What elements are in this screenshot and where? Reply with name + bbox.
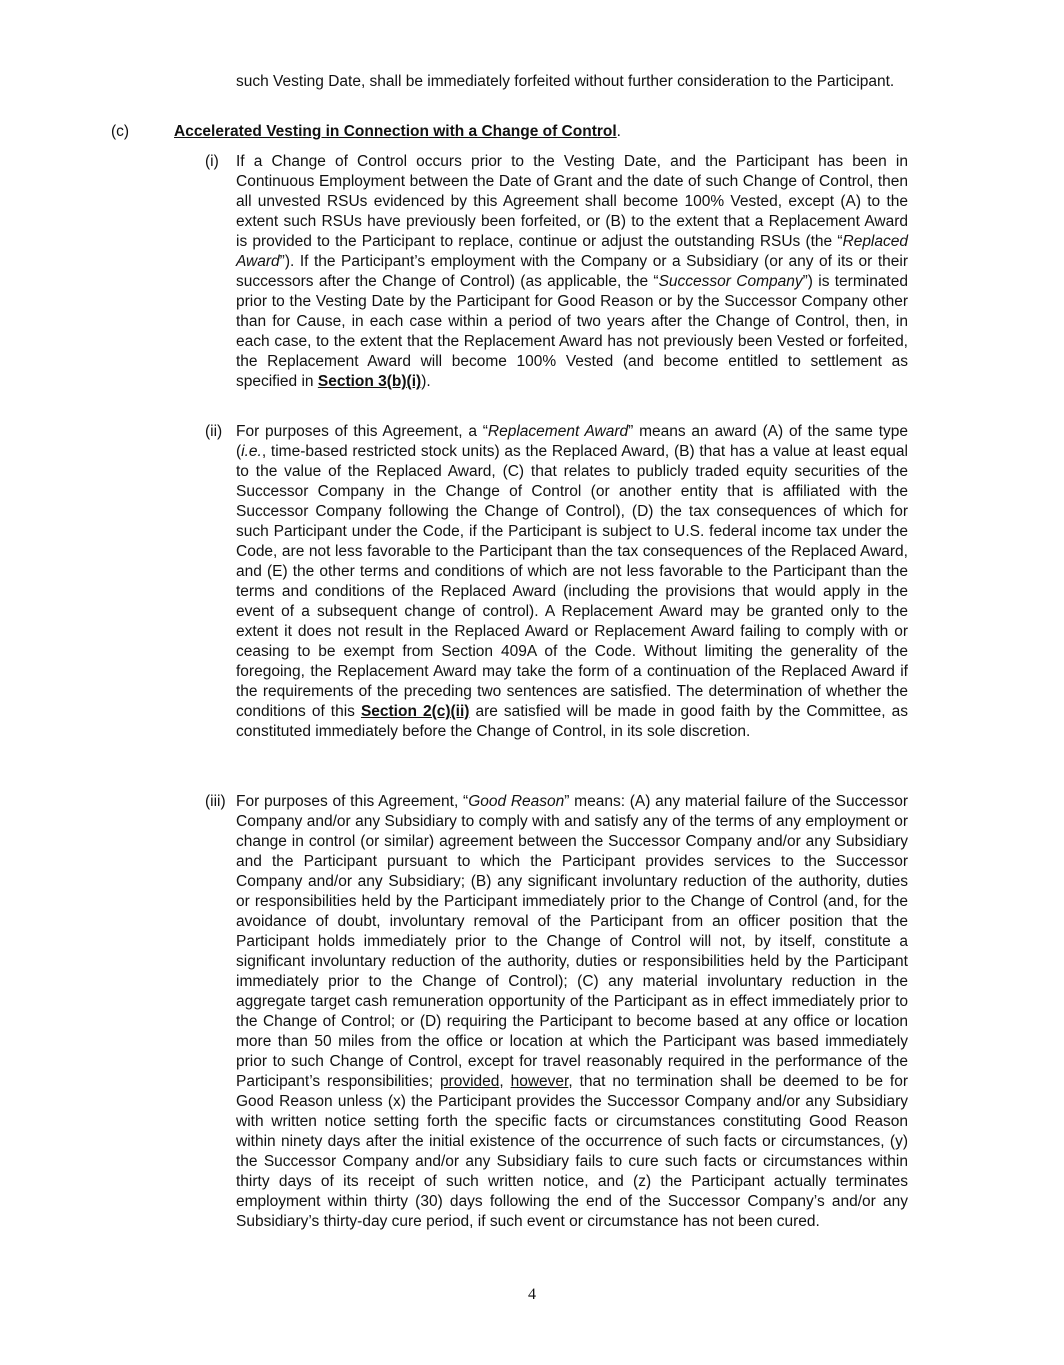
cross-reference-section-3bi: Section 3(b)(i) [317, 373, 422, 390]
cross-reference-section-2cii: Section 2(c)(ii) [360, 703, 470, 720]
ie-abbreviation: i.e. [241, 443, 262, 460]
section-c-heading-line: Accelerated Vesting in Connection with a Change of Control. [174, 123, 621, 140]
defined-term-good-reason: Good Reason [468, 793, 565, 810]
item-iii-marker: (iii) [205, 793, 226, 810]
defined-term-replacement-award: Replacement Award [487, 423, 629, 440]
item-ii-paragraph: For purposes of this Agreement, a “Replacement Award” means an award (A) of the same type (i.e., time-based restricted stock units) as the Replaced Award, (B) that has a value at least equal to the value of the Replaced Award, (C) that relates to publicly traded equity securities of the Successor Company in the Change of Control (or another entity that is affiliated with the Successor Company following the Change of Control), (D) the tax consequences of which for such Participant under the Code, if the Participant is subject to U.S. federal income tax under the Code, are not less favorable to the Participant than the tax consequences of the Replaced Award, and (E) the other terms and conditions of which are not less favorable to the Participant than the terms and conditions of the Replaced Award (including the provisions that would apply in the event of a subsequent change of control). A Replacement Award may be granted only to the extent it does not result in the Replaced Award or Replacement Award failing to comply with or ceasing to be exempt from Section 409A of the Code. Without limiting the generality of the foregoing, the Replacement Award may take the form of a continuation of the Replaced Award if the requirements of the preceding two sentences are satisfied. The determination of whether the conditions of this Section 2(c)(ii) are satisfied will be made in good faith by the Committee, as constituted immediately before the Change of Control, in its sole discretion. [236, 423, 909, 740]
page-number: 4 [528, 1286, 536, 1303]
item-iii-paragraph: For purposes of this Agreement, “Good Reason” means: (A) any material failure of the Successor Company and/or any Subsidiary to comply with and satisfy any of the terms of any employment or change in control (or similar) agreement between the Successor Company and/or any Subsidiary and the Participant pursuant to which the Participant provides services to the Successor Company and/or any Subsidiary; (B) any significant involuntary reduction of the authority, duties or responsibilities held by the Participant immediately prior to the Change of Control (and, for the avoidance of doubt, involuntary removal of the Participant from an officer position that the Participant holds immediately prior to the Change of Control will not, by itself, constitute a significant involuntary reduction of the authority, duties or responsibilities held by the Participant immediately prior to the Change of Control); (C) any material involuntary reduction in the aggregate target cash remuneration opportunity of the Participant as in effect immediately prior to the Change of Control; or (D) requiring the Participant to become based at any office or location more than 50 miles from the office or location at which the Participant was based immediately prior to such Change of Control, except for travel reasonably required in the performance of the Participant’s responsibilities; provided, however, that no termination shall be deemed to be for Good Reason unless (x) the Participant provides the Successor Company and/or any Subsidiary with written notice setting forth the specific facts or circumstances constituting Good Reason within ninety days after the initial existence of the occurrence of such facts or circumstances, (y) the Successor Company and/or any Subsidiary fails to cure such facts or circumstances within thirty days of its receipt of such written notice, and (z) the Participant actually terminates employment within thirty (30) days following the end of the Successor Company’s and/or any Subsidiary’s thirty-day cure period, if such event or circumstance has not been cured. [236, 793, 909, 1230]
carryover-paragraph: such Vesting Date, shall be immediately forfeited without further consideration to the Participant. [236, 73, 895, 90]
section-c-heading: Accelerated Vesting in Connection with a Change of Control [174, 123, 617, 140]
defined-term-replaced-award: Replaced Award [236, 233, 908, 270]
however-underlined: however [510, 1073, 569, 1090]
defined-term-successor-company: Successor Company [658, 273, 803, 290]
provided-underlined: provided [439, 1073, 500, 1090]
section-c-marker: (c) [111, 123, 130, 140]
item-i-marker: (i) [205, 153, 219, 170]
item-ii-marker: (ii) [205, 423, 223, 440]
item-i-paragraph: If a Change of Control occurs prior to the Vesting Date, and the Participant has been in Continuous Employment between the Date of Grant and the date of such Change of Control, then all unvested RSUs evidenced by this Agreement shall become 100% Vested, except (A) to the extent such RSUs have previously been forfeited, or (B) to the extent that a Replacement Award is provided to the Participant to replace, continue or adjust the outstanding RSUs (the “Replaced Award”). If the Participant’s employment with the Company or a Subsidiary (or any of its or their successors after the Change of Control) (as applicable, the “Successor Company”) is terminated prior to the Vesting Date by the Participant for Good Reason or by the Successor Company other than for Cause, in each case within a period of two years after the Change of Control, then, in each case, to the extent that the Replacement Award has not previously been Vested or forfeited, the Replacement Award will become 100% Vested (and become entitled to settlement as specified in Section 3(b)(i)). [236, 153, 908, 390]
